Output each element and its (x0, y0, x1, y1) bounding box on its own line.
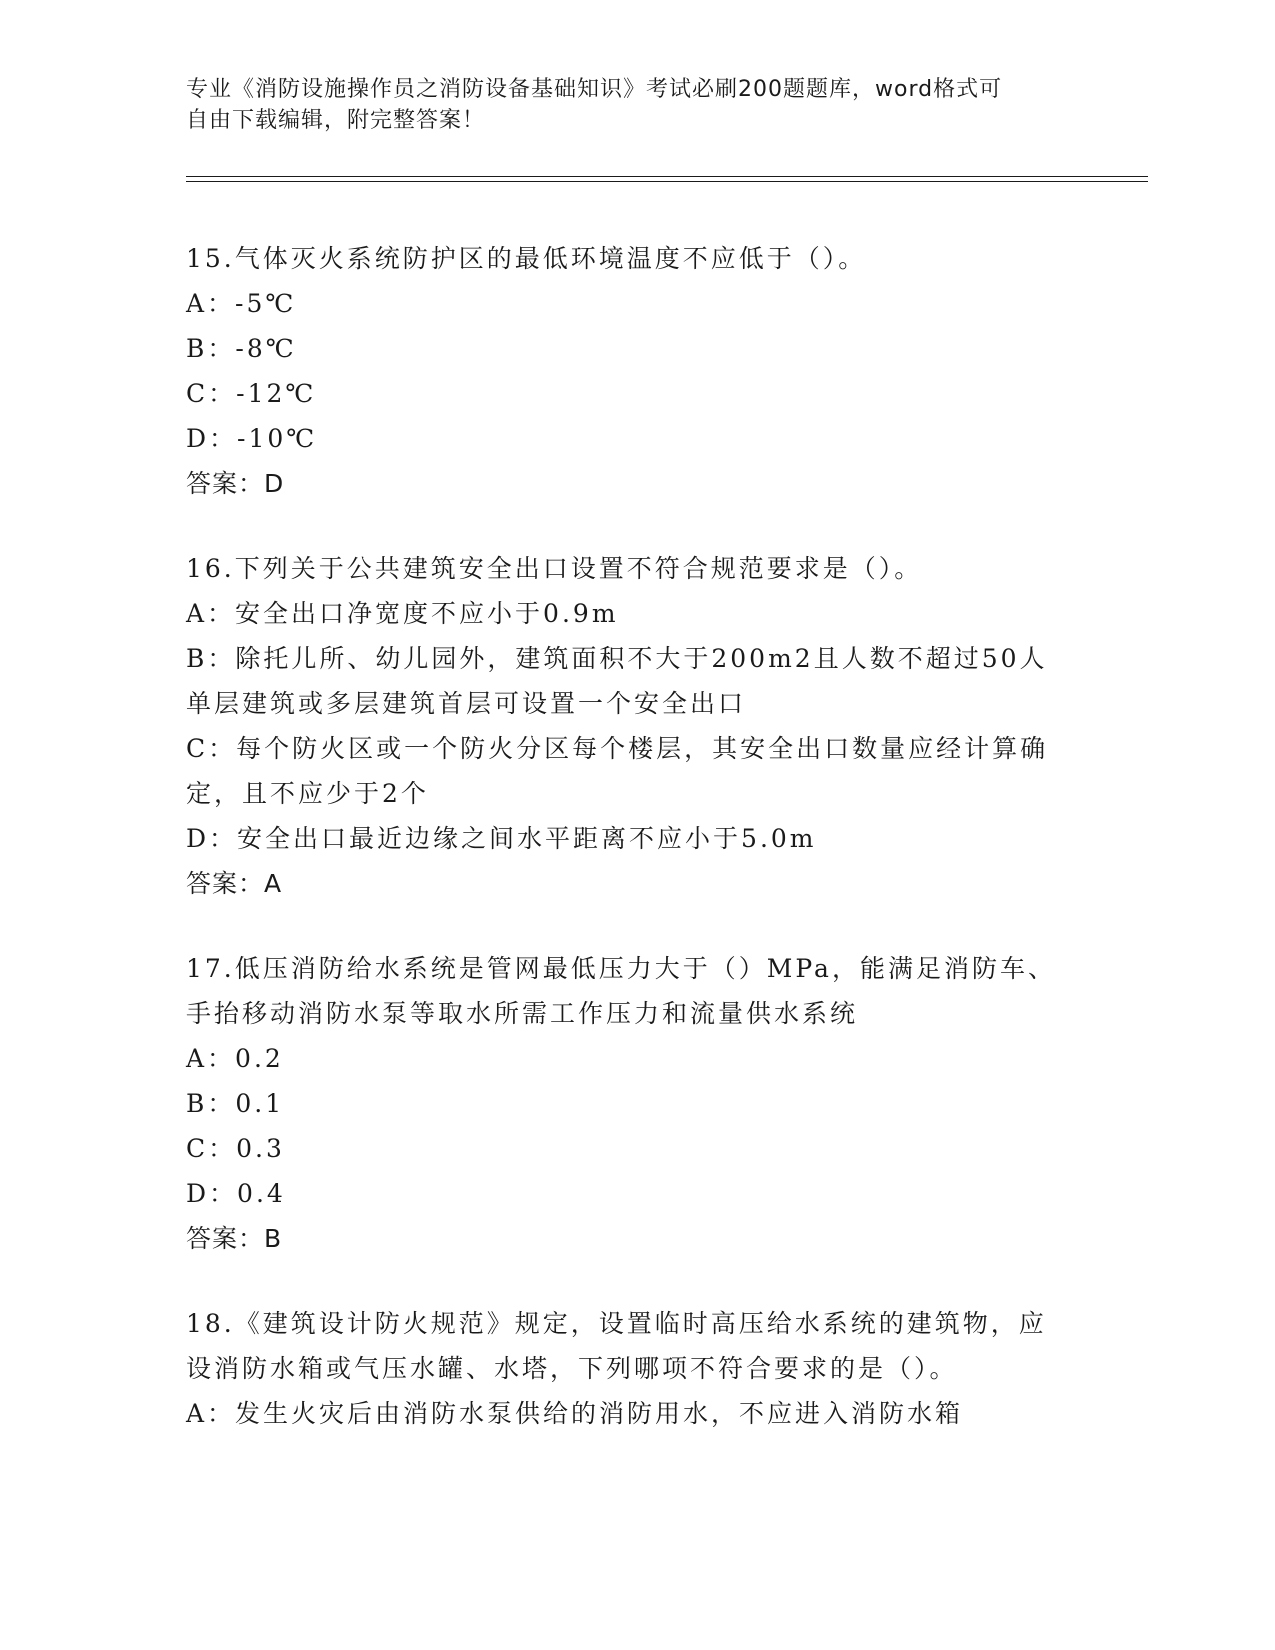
question-stem-continued: 手抬移动消防水泵等取水所需工作压力和流量供水系统 (186, 999, 859, 1028)
option-a: A：发生火灾后由消防水泵供给的消防用水，不应进入消防水箱 (186, 1399, 964, 1428)
answer-label: 答案：A (186, 869, 283, 898)
option-c: C：每个防火区或一个防火分区每个楼层，其安全出口数量应经计算确 (186, 734, 1049, 763)
option-d: D：-10℃ (186, 424, 318, 453)
question-stem-continued: 设消防水箱或气压水罐、水塔，下列哪项不符合要求的是（）。 (186, 1354, 958, 1383)
question-18 (186, 1301, 1066, 1436)
header-line-2: 自由下载编辑，附完整答案！ (186, 108, 486, 133)
option-b: B：0.1 (186, 1089, 285, 1118)
document-header (186, 74, 1066, 136)
header-rule-bottom (186, 181, 1148, 182)
option-c: C：-12℃ (186, 379, 317, 408)
option-b-continued: 单层建筑或多层建筑首层可设置一个安全出口 (186, 689, 747, 718)
option-b: B：除托儿所、幼儿园外，建筑面积不大于200m2且人数不超过50人 (186, 644, 1048, 673)
option-c-continued: 定，且不应少于2个 (186, 779, 429, 808)
question-15 (186, 236, 1066, 506)
option-b: B：-8℃ (186, 334, 297, 363)
option-a: A：0.2 (186, 1044, 284, 1073)
option-d: D：安全出口最近边缘之间水平距离不应小于5.0m (186, 824, 817, 853)
answer-label: 答案：B (186, 1224, 283, 1253)
option-a: A：安全出口净宽度不应小于0.9m (186, 599, 619, 628)
option-a: A：-5℃ (186, 289, 297, 318)
header-rule-top (186, 176, 1148, 177)
question-17 (186, 946, 1066, 1261)
question-stem: 15.气体灭火系统防护区的最低环境温度不应低于（）。 (186, 244, 867, 273)
option-d: D：0.4 (186, 1179, 286, 1208)
header-line-1: 专业《消防设施操作员之消防设备基础知识》考试必刷200题题库，word格式可 (186, 77, 1003, 102)
option-c: C：0.3 (186, 1134, 285, 1163)
question-stem: 18.《建筑设计防火规范》规定，设置临时高压给水系统的建筑物，应 (186, 1309, 1047, 1338)
question-list (186, 236, 1066, 1476)
question-stem: 17.低压消防给水系统是管网最低压力大于（）MPa，能满足消防车、 (186, 954, 1056, 983)
question-stem: 16.下列关于公共建筑安全出口设置不符合规范要求是（）。 (186, 554, 923, 583)
answer-label: 答案：D (186, 469, 285, 498)
question-16 (186, 546, 1066, 906)
